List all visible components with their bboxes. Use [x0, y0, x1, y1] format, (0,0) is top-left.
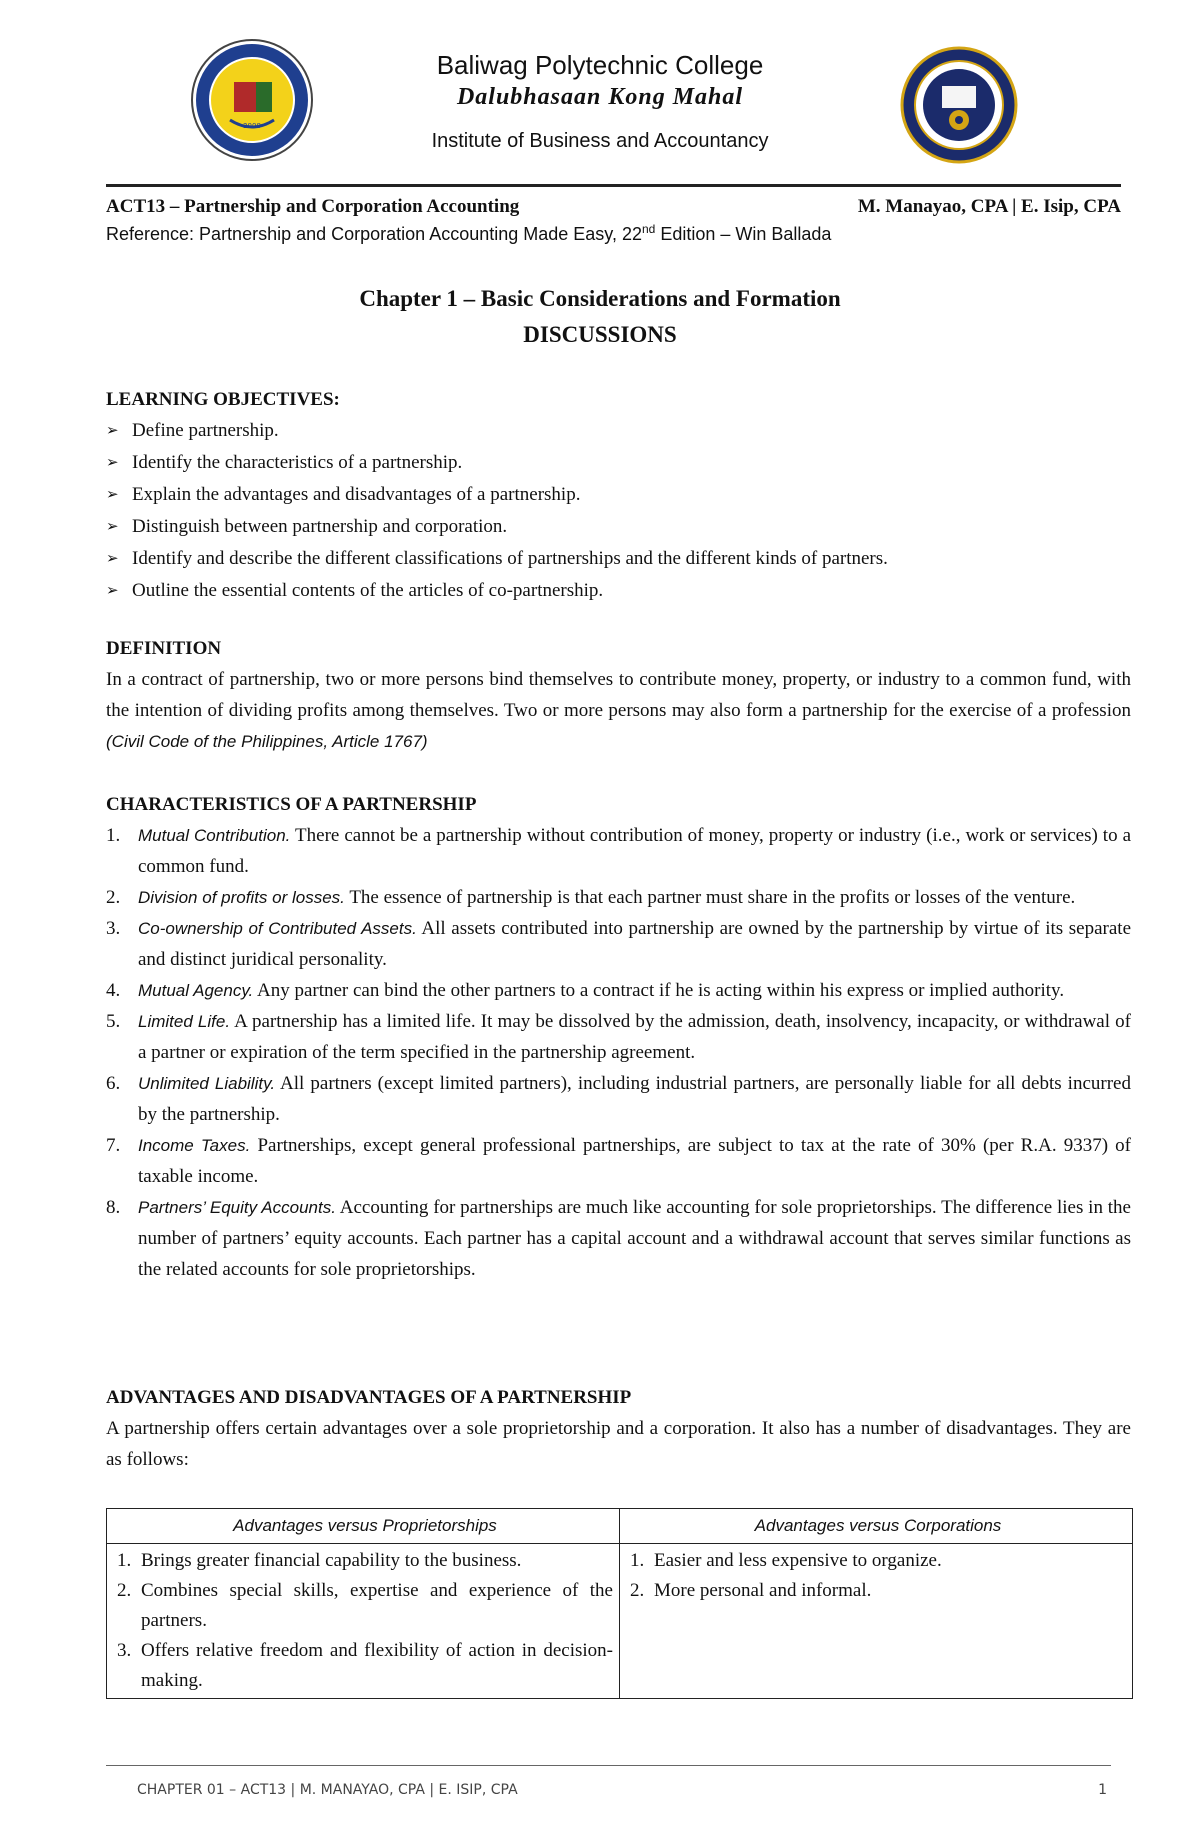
objectives-list	[106, 415, 1131, 607]
footer-text: CHAPTER 01 – ACT13 | M. MANAYAO, CPA | E. ISIP, CPA	[137, 1782, 518, 1798]
college-motto: Dalubhasaan Kong Mahal	[456, 84, 744, 110]
characteristic-item	[106, 882, 1131, 913]
advantage-number: 3.	[117, 1640, 132, 1661]
characteristic-text: All assets contributed into partnership are owned by the partnership by virtue of its separate and distinct juridical personality.	[138, 918, 1131, 970]
characteristic-item	[106, 913, 1131, 975]
characteristic-term: Income Taxes.	[138, 1136, 251, 1155]
objective-text: Outline the essential contents of the articles of co-partnership.	[132, 580, 604, 601]
advantage-item	[630, 1576, 1126, 1606]
characteristic-number: 7.	[106, 1135, 121, 1156]
definition-section	[106, 633, 1131, 757]
reference-line	[106, 222, 831, 245]
course-title: ACT13 – Partnership and Corporation Accounting	[106, 196, 520, 217]
characteristic-term: Unlimited Liability.	[138, 1074, 276, 1093]
characteristic-item	[106, 1130, 1131, 1192]
characteristic-number: 5.	[106, 1011, 121, 1032]
advantages-intro: A partnership offers certain advantages over a sole proprietorship and a corporation. It also has a number of disadvantages. They are as follows:	[106, 1418, 1131, 1470]
header-divider	[106, 184, 1121, 187]
advantage-text: Combines special skills, expertise and experience of the partners.	[141, 1580, 613, 1631]
objectives-section	[106, 384, 1131, 607]
characteristic-term: Partners’ Equity Accounts.	[138, 1198, 336, 1217]
characteristic-number: 4.	[106, 980, 121, 1001]
definition-body	[106, 664, 1131, 757]
advantages-heading: ADVANTAGES AND DISADVANTAGES OF A PARTNERSHIP	[106, 1387, 632, 1408]
characteristic-number: 1.	[106, 825, 121, 846]
characteristic-item	[106, 820, 1131, 882]
characteristic-body	[138, 1006, 1131, 1068]
advantages-table-row	[107, 1544, 1133, 1699]
characteristic-body	[138, 1192, 1131, 1285]
characteristics-list	[106, 820, 1131, 1285]
arrow-bullet-icon: ➢	[106, 487, 119, 503]
advantage-text: More personal and informal.	[654, 1580, 872, 1601]
arrow-bullet-icon: ➢	[106, 423, 119, 439]
characteristic-text: Any partner can bind the other partners to a contract if he is acting within his express or implied authority.	[253, 980, 1065, 1001]
col-corporations-header: Advantages versus Corporations	[620, 1509, 1133, 1544]
characteristic-body	[138, 975, 1131, 1006]
objective-item	[106, 479, 1131, 511]
advantages-table-header	[107, 1509, 1133, 1544]
characteristic-number: 2.	[106, 887, 121, 908]
characteristic-text: All partners (except limited partners), including industrial partners, are personally liable for all debts incurred by the partnership.	[138, 1073, 1131, 1125]
characteristic-number: 8.	[106, 1197, 121, 1218]
advantages-table	[106, 1508, 1133, 1699]
advantage-number: 2.	[630, 1580, 645, 1601]
characteristic-body	[138, 1068, 1131, 1130]
characteristic-term: Division of profits or losses.	[138, 888, 345, 907]
definition-heading: DEFINITION	[106, 638, 222, 659]
objective-text: Identify the characteristics of a partnership.	[132, 452, 463, 473]
course-row	[106, 196, 1121, 218]
characteristic-text: Partnerships, except general professional partnerships, are subject to tax at the rate of 30% (per R.A. 9337) of taxable income.	[138, 1135, 1131, 1187]
characteristic-term: Mutual Contribution.	[138, 826, 291, 845]
arrow-bullet-icon: ➢	[106, 551, 119, 567]
chapter-title: Chapter 1 – Basic Considerations and Formation	[359, 286, 841, 311]
characteristic-item	[106, 1006, 1131, 1068]
objective-text: Explain the advantages and disadvantages of a partnership.	[132, 484, 581, 505]
characteristic-text: The essence of partnership is that each partner must share in the profits or losses of the venture.	[344, 887, 1076, 908]
characteristic-body	[138, 882, 1131, 913]
arrow-bullet-icon: ➢	[106, 583, 119, 599]
reference-sup: nd	[641, 222, 656, 236]
definition-text: In a contract of partnership, two or more persons bind themselves to contribute money, property, or industry to a common fund, with the intention of dividing profits among themselves. Two or more persons may also form a partnership for the exercise of a profession	[106, 669, 1131, 721]
col-proprietorships-cell	[107, 1544, 620, 1699]
characteristic-item	[106, 1068, 1131, 1130]
characteristic-number: 3.	[106, 918, 121, 939]
footer-divider	[106, 1765, 1111, 1766]
characteristic-item	[106, 975, 1131, 1006]
advantage-text: Brings greater financial capability to the business.	[141, 1550, 522, 1571]
reference-text: Reference: Partnership and Corporation Accounting Made Easy, 22	[106, 224, 642, 244]
characteristic-body	[138, 1130, 1131, 1192]
advantage-number: 1.	[630, 1550, 645, 1571]
objective-text: Define partnership.	[132, 420, 279, 441]
advantage-item	[117, 1636, 613, 1696]
college-name: Baliwag Polytechnic College	[436, 50, 764, 80]
objective-item	[106, 447, 1131, 479]
characteristic-text: A partnership has a limited life. It may be dissolved by the admission, death, insolvency, incapacity, or withdrawal of a partner or expiration of the term specified in the partnership agreement.	[138, 1011, 1131, 1063]
arrow-bullet-icon: ➢	[106, 455, 119, 471]
characteristic-body	[138, 820, 1131, 882]
advantage-number: 2.	[117, 1580, 132, 1601]
objective-text: Distinguish between partnership and corporation.	[132, 516, 508, 537]
institute-name: Institute of Business and Accountancy	[431, 130, 769, 152]
course-instructors: M. Manayao, CPA | E. Isip, CPA	[857, 196, 1121, 217]
col-corporations-cell	[620, 1544, 1133, 1699]
objective-item	[106, 575, 1131, 607]
arrow-bullet-icon: ➢	[106, 519, 119, 535]
col-proprietorships-header: Advantages versus Proprietorships	[107, 1509, 620, 1544]
definition-citation: (Civil Code of the Philippines, Article 1767)	[106, 732, 428, 751]
page-number: 1	[1098, 1782, 1107, 1798]
characteristic-item	[106, 1192, 1131, 1285]
advantage-text: Easier and less expensive to organize.	[654, 1550, 942, 1571]
page-footer	[137, 1782, 1107, 1798]
reference-edition: Edition – Win Ballada	[655, 224, 832, 244]
objective-item	[106, 511, 1131, 543]
objective-item	[106, 543, 1131, 575]
advantage-text: Offers relative freedom and flexibility of action in decision-making.	[141, 1640, 613, 1691]
objective-item	[106, 415, 1131, 447]
characteristic-number: 6.	[106, 1073, 121, 1094]
characteristics-heading: CHARACTERISTICS OF A PARTNERSHIP	[106, 794, 477, 815]
objective-text: Identify and describe the different classifications of partnerships and the different kinds of partners.	[132, 548, 888, 569]
characteristic-text: Accounting for partnerships are much like accounting for sole proprietorships. The difference lies in the number of partners’ equity accounts. Each partner has a capital account and a withdrawal account that serves similar functions as the related accounts for sole proprietorships.	[138, 1197, 1131, 1280]
characteristic-text: There cannot be a partnership without contribution of money, property or industry (i.e., work or services) to a common fund.	[138, 825, 1132, 877]
chapter-subtitle: DISCUSSIONS	[523, 322, 677, 347]
advantage-item	[117, 1576, 613, 1636]
advantage-item	[630, 1546, 1126, 1576]
characteristic-term: Limited Life.	[138, 1012, 231, 1031]
seal-year: 2008	[243, 122, 261, 130]
objectives-heading: LEARNING OBJECTIVES:	[106, 389, 340, 410]
characteristic-body	[138, 913, 1131, 975]
advantages-section	[106, 1382, 1131, 1475]
characteristic-term: Co-ownership of Contributed Assets.	[138, 919, 417, 938]
characteristic-term: Mutual Agency.	[138, 981, 254, 1000]
characteristics-section	[106, 789, 1131, 1285]
advantage-item	[117, 1546, 613, 1576]
advantage-number: 1.	[117, 1550, 132, 1571]
